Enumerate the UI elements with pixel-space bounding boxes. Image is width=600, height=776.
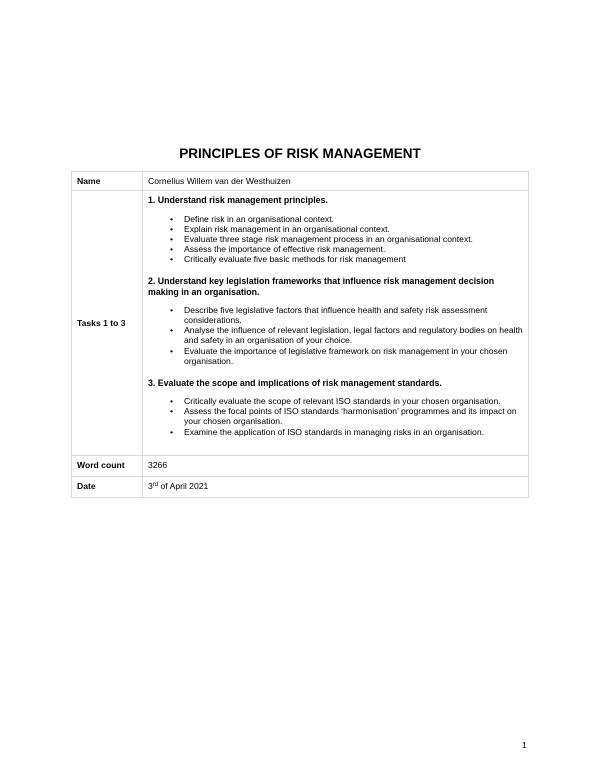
name-row: [72, 172, 529, 191]
list-item: • Assess the focal points of ISO standards ‘harmonisation’ programmes and its impact on your chosen organisation.: [184, 406, 523, 426]
list-item: • Analyse the influence of relevant legislation, legal factors and regulatory bodies on health and safety in an organisation of your choice.: [184, 325, 523, 345]
list-item: • Define risk in an organisational context.: [184, 214, 523, 224]
section-3-heading: 3. Evaluate the scope and implications of risk management standards.: [148, 377, 442, 388]
list-item: • Describe five legislative factors that influence health and safety risk assessment considerations.: [184, 305, 523, 325]
document-title: PRINCIPLES OF RISK MANAGEMENT: [179, 146, 421, 161]
section-2-heading-line2: making in an organisation.: [148, 286, 260, 297]
word-count-label: Word count: [72, 455, 143, 476]
list-item: • Assess the importance of effective risk management.: [184, 244, 523, 254]
date-row: [72, 476, 529, 497]
date-day: 3: [148, 480, 153, 491]
date-suffix: rd: [152, 481, 159, 488]
tasks-label: Tasks 1 to 3: [72, 191, 143, 456]
section-2-list: [148, 305, 523, 366]
list-item: • Examine the application of ISO standards in managing risks in an organisation.: [184, 427, 523, 437]
word-count-row: [72, 455, 529, 476]
tasks-row: [72, 191, 529, 456]
date-value: [143, 476, 529, 497]
page-number: 1: [522, 740, 527, 750]
section-1-heading: 1. Understand risk management principles.: [148, 195, 328, 206]
date-rest: of April 2021: [158, 480, 209, 491]
name-value: Cornelius Willem van der Westhuizen: [143, 172, 529, 191]
word-count-value: 3266: [143, 455, 529, 476]
list-item: • Critically evaluate five basic methods for risk management: [184, 254, 523, 264]
list-item: • Evaluate the importance of legislative framework on risk management in your chosen organisation.: [184, 346, 523, 366]
section-2-heading-line1: 2. Understand key legislation frameworks that influence risk management decision: [148, 276, 495, 287]
section-3-list: [148, 396, 523, 437]
list-item: • Evaluate three stage risk management process in an organisational context.: [184, 234, 523, 244]
list-item: • Explain risk management in an organisational context.: [184, 224, 523, 234]
tasks-content: [143, 191, 529, 456]
section-2-heading: [148, 276, 523, 297]
name-label: Name: [72, 172, 143, 191]
section-1-list: [148, 214, 523, 265]
assignment-info-table: [71, 171, 529, 498]
list-item: • Critically evaluate the scope of relevant ISO standards in your chosen organisation.: [184, 396, 523, 406]
date-label: Date: [72, 476, 143, 497]
